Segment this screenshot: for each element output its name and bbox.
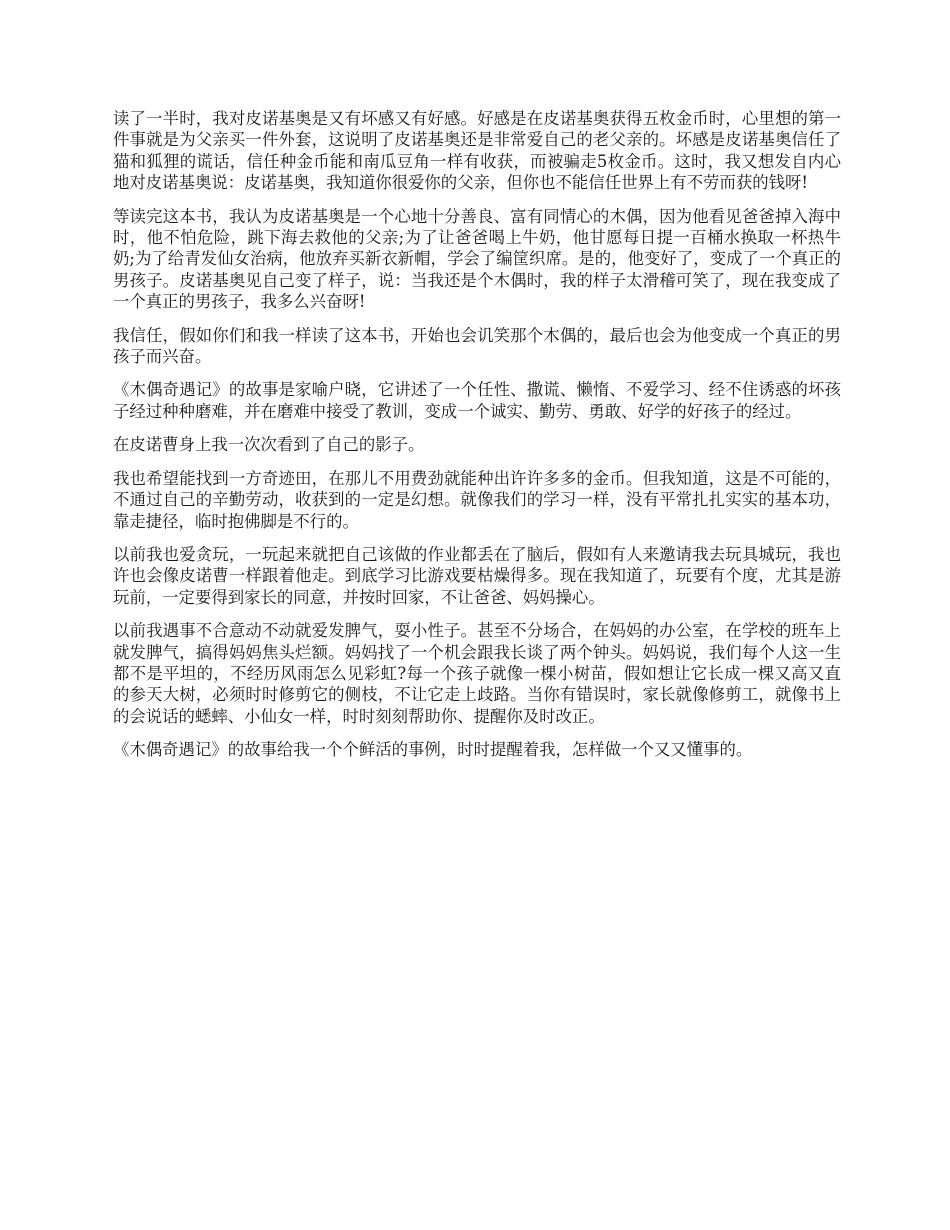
paragraph-7: 以前我也爱贪玩，一玩起来就把自己该做的作业都丢在了脑后，假如有人来邀请我去玩具城玩，我也许也会像皮诺曹一样跟着他走。到底学习比游戏要枯燥得多。现在我知道了，玩要有个度，尤其是游玩前，一定要得到家长的同意，并按时回家，不让爸爸、妈妈操心。 — [113, 544, 841, 607]
paragraph-5: 在皮诺曹身上我一次次看到了自己的影子。 — [113, 435, 425, 455]
document-body — [113, 108, 841, 773]
paragraph-6: 我也希望能找到一方奇迹田，在那儿不用费劲就能种出许许多多的金币。但我知道，这是不可能的，不通过自己的辛勤劳动，收获到的一定是幻想。就像我们的学习一样，没有平常扎扎实实的基本功，靠走捷径，临时抱佛脚是不行的。 — [113, 468, 841, 531]
paragraph-2: 等读完这本书，我认为皮诺基奥是一个心地十分善良、富有同情心的木偶，因为他看见爸爸掉入海中时，他不怕危险，跳下海去救他的父亲;为了让爸爸喝上牛奶，他甘愿每日提一百桶水换取一杯热牛奶;为了给青发仙女治病，他放弃买新衣新帽，学会了编筐织席。是的，他变好了，变成了一个真正的男孩子。皮诺基奥见自己变了样子，说：当我还是个木偶时，我的样子太滑稽可笑了，现在我变成了一个真正的男孩子，我多么兴奋呀! — [113, 206, 841, 312]
paragraph-8: 以前我遇事不合意动不动就爱发脾气，耍小性子。甚至不分场合，在妈妈的办公室，在学校的班车上就发脾气，搞得妈妈焦头烂额。妈妈找了一个机会跟我长谈了两个钟头。妈妈说，我们每个人这一生都不是平坦的，不经历风雨怎么见彩虹?每一个孩子就像一棵小树苗，假如想让它长成一棵又高又直的参天大树，必须时时修剪它的侧枝，不让它走上歧路。当你有错误时，家长就像修剪工，就像书上的会说话的蟋蟀、小仙女一样，时时刻刻帮助你、提醒你及时改正。 — [113, 621, 841, 726]
paragraph-1: 读了一半时，我对皮诺基奥是又有坏感又有好感。好感是在皮诺基奥获得五枚金币时，心里想的第一件事就是为父亲买一件外套，这说明了皮诺基奥还是非常爱自己的老父亲的。坏感是皮诺基奥信任了猫和狐狸的谎话，信任种金币能和南瓜豆角一样有收获，而被骗走5枚金币。这时，我又想发自内心地对皮诺基奥说：皮诺基奥，我知道你很爱你的父亲，但你也不能信任世界上有不劳而获的钱呀! — [113, 109, 841, 193]
paragraph-9: 《木偶奇遇记》的故事给我一个个鲜活的事例，时时提醒着我，怎样做一个又又懂事的。 — [113, 740, 753, 760]
paragraph-3: 我信任，假如你们和我一样读了这本书，开始也会讥笑那个木偶的，最后也会为他变成一个真正的男孩子而兴奋。 — [113, 325, 841, 367]
paragraph-4: 《木偶奇遇记》的故事是家喻户晓，它讲述了一个任性、撒谎、懒惰、不爱学习、经不住诱惑的坏孩子经过种种磨难，并在磨难中接受了教训，变成一个诚实、勤劳、勇敢、好学的好孩子的经过。 — [113, 380, 841, 421]
